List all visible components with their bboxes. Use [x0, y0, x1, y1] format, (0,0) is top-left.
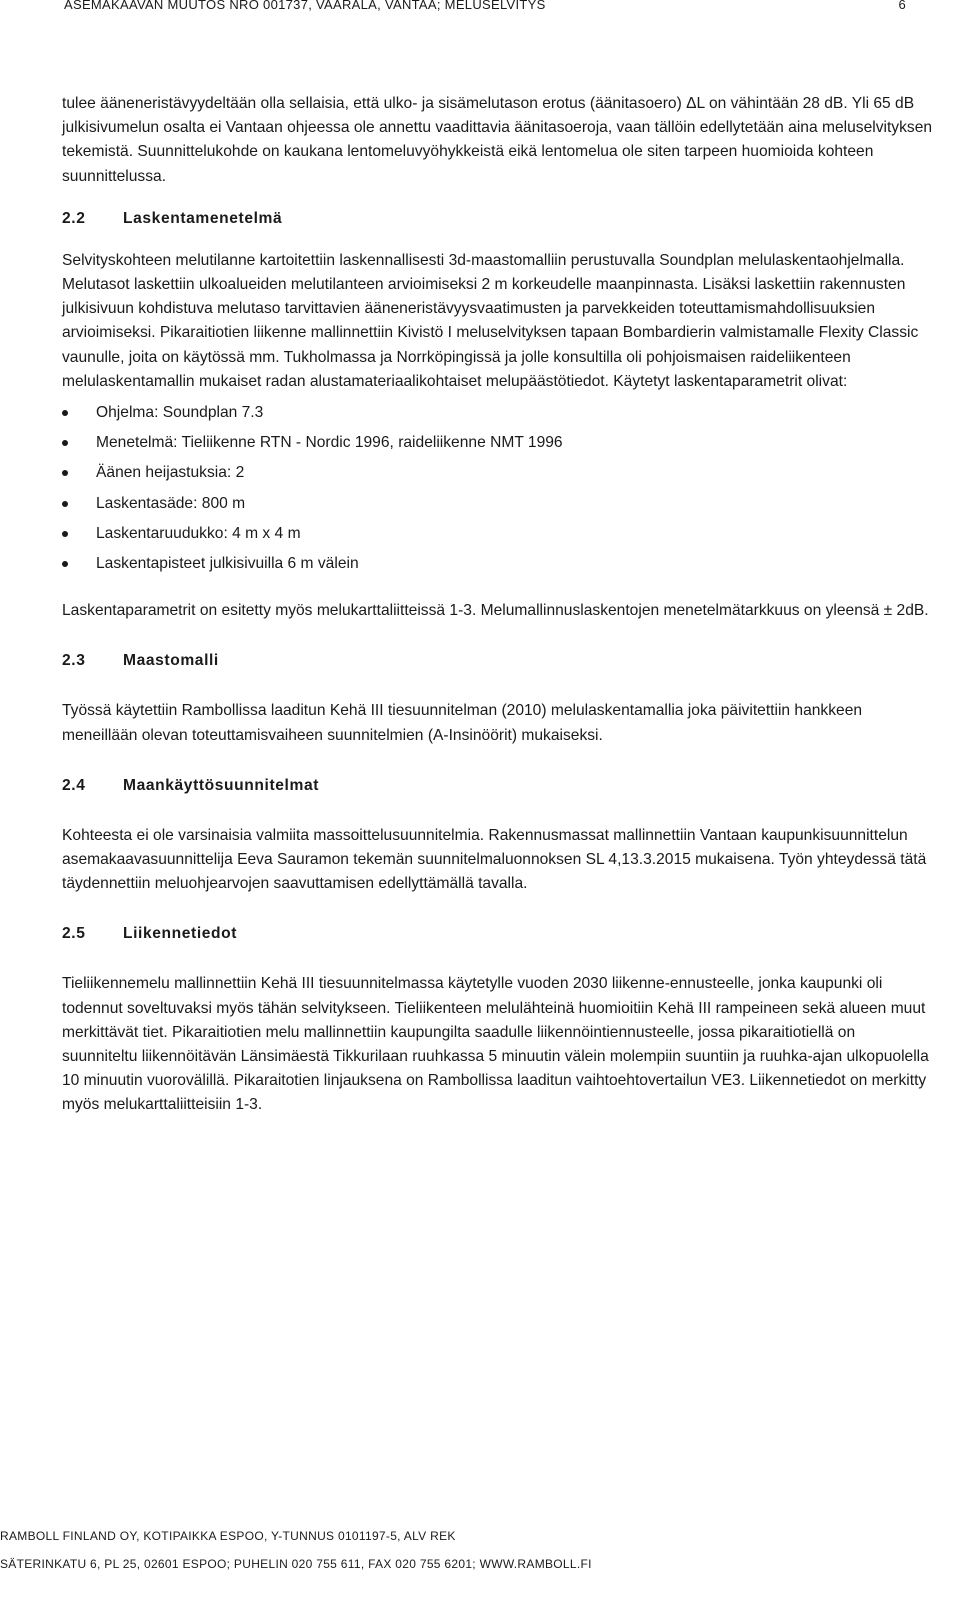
page-number: 6: [898, 0, 906, 12]
footer-company-line: RAMBOLL FINLAND OY, KOTIPAIKKA ESPOO, Y-TUNNUS 0101197-5, ALV REK: [0, 1529, 456, 1543]
section-2-5-heading: [62, 922, 934, 946]
section-2-3-body: Työssä käytettiin Rambollissa laaditun Kehä III tiesuunnitelman (2010) melulaskentamallia joka päivitettiin hankkeen meneillään olevan toteuttamisvaiheen suunnitelmien (A-Insinöörit) mukaiseksi.: [62, 702, 863, 744]
bullet-icon: [62, 501, 68, 507]
document-body: [62, 92, 934, 1118]
section-2-4-body: Kohteesta ei ole varsinaisia valmiita massoittelusuunnitelmia. Rakennusmassat mallinnettiin Vantaan kaupunkisuunnittelun asemakaavasuunnittelija Eeva Sauramon tekemän suunnitelmaluonnoksen SL 4,13.3.2015 mukaisena. Työn yhteydessä tätä täydennettiin meluohjearvojen saavuttamisen edellyttämällä tavalla.: [62, 826, 927, 893]
intro-paragraph: tulee ääneneristävyydeltään olla sellaisia, että ulko- ja sisämelutason erotus (äänitasoero) ΔL on vähintään 28 dB. Yli 65 dB julkisivumelun osalta ei Vantaan ohjeessa ole annettu vaadittavia äänitasoeroja, vaan tällöin edellytetään aina meluselvityksen tekemistä. Suunnittelukohde on kaukana lentomeluvyöhykkeistä eikä lentomelua ole siten tarpeen huomioida kohteen suunnittelussa.: [62, 95, 933, 185]
list-item: Laskentaruudukko: 4 m x 4 m: [62, 519, 934, 549]
bullet-icon: [62, 561, 68, 567]
section-2-2-after: Laskentaparametrit on esitetty myös melukarttaliitteissä 1-3. Melumallinnuslaskentojen menetelmätarkkuus on yleensä ± 2dB.: [62, 602, 929, 620]
section-2-4-heading: [62, 774, 934, 798]
document-title: ASEMAKAAVAN MUUTOS NRO 001737, VAARALA, VANTAA; MELUSELVITYS: [64, 0, 546, 12]
parameter-list: [62, 398, 934, 579]
section-number: 2.3: [62, 652, 86, 670]
section-2-2-body: Selvityskohteen melutilanne kartoitettiin laskennallisesti 3d-maastomalliin perustuvalla Soundplan melulaskentaohjelmalla. Melutasot laskettiin ulkoalueiden melutilanteen arvioimiseksi 2 m korkeudelle maanpinnasta. Lisäksi laskettiin rakennusten julkisivuun kohdistuva melutaso tarvittavien ääneneristävyysvaatimusten ja parvekkeiden toteuttamismahdollisuuksien arvioimiseksi. Pikaraitiotien liikenne mallinnettiin Kivistö I meluselvityksen tapaan Bombardierin valmistamalle Flexity Classic vaunulle, joita on käytössä mm. Tukholmassa ja Norrköpingissä ja jolle konsultilla oli pohjoismaisen raideliikenteen melulaskentamallin mukaiset radan alustamateriaalikohtaiset melupäästötiedot. Käytetyt laskentaparametrit olivat:: [62, 251, 919, 390]
list-item: Äänen heijastuksia: 2: [62, 458, 934, 488]
footer-address-line: SÄTERINKATU 6, PL 25, 02601 ESPOO; PUHELIN 020 755 611, FAX 020 755 6201; WWW.RAMBOLL.FI: [0, 1557, 592, 1571]
section-title: Maankäyttösuunnitelmat: [123, 776, 320, 794]
bullet-icon: [62, 440, 68, 446]
list-item: Menetelmä: Tieliikenne RTN - Nordic 1996, raideliikenne NMT 1996: [62, 428, 934, 458]
section-number: 2.4: [62, 776, 86, 794]
section-title: Maastomalli: [123, 652, 219, 670]
bullet-icon: [62, 531, 68, 537]
section-2-3-heading: [62, 649, 934, 673]
list-item: Laskentapisteet julkisivuilla 6 m välein: [62, 549, 934, 579]
section-title: Laskentamenetelmä: [123, 209, 283, 227]
section-number: 2.2: [62, 209, 86, 227]
bullet-icon: [62, 470, 68, 476]
list-item: Ohjelma: Soundplan 7.3: [62, 398, 934, 428]
page-header: [64, 0, 906, 10]
section-2-5-body: Tieliikennemelu mallinnettiin Kehä III tiesuunnitelmassa käytetylle vuoden 2030 liikenne-ennusteelle, jonka kaupunki oli todennut soveltuvaksi myös tähän selvitykseen. Tieliikenteen melulähteinä huomioitiin Kehä III rampeineen sekä alueen muut merkittävät tiet. Pikaraitiotien melu mallinnettiin kaupungilta saadulle liikennöintiennusteelle, jossa pikaraitiotiellä on suunniteltu liikennöitävän Länsimäestä Tikkurilaan ruuhkassa 5 minuutin välein molempiin suuntiin ja ruuhka-ajan ulkopuolella 10 minuutin vuorovälillä. Pikaraitotien linjauksena on Rambollissa laaditun vaihtoehtovertailun VE3. Liikennetiedot on merkitty myös melukarttaliitteisiin 1-3.: [62, 975, 929, 1114]
bullet-icon: [62, 410, 68, 416]
section-title: Liikennetiedot: [123, 925, 238, 943]
list-item: Laskentasäde: 800 m: [62, 489, 934, 519]
section-2-2-heading: [62, 207, 934, 231]
section-number: 2.5: [62, 925, 86, 943]
